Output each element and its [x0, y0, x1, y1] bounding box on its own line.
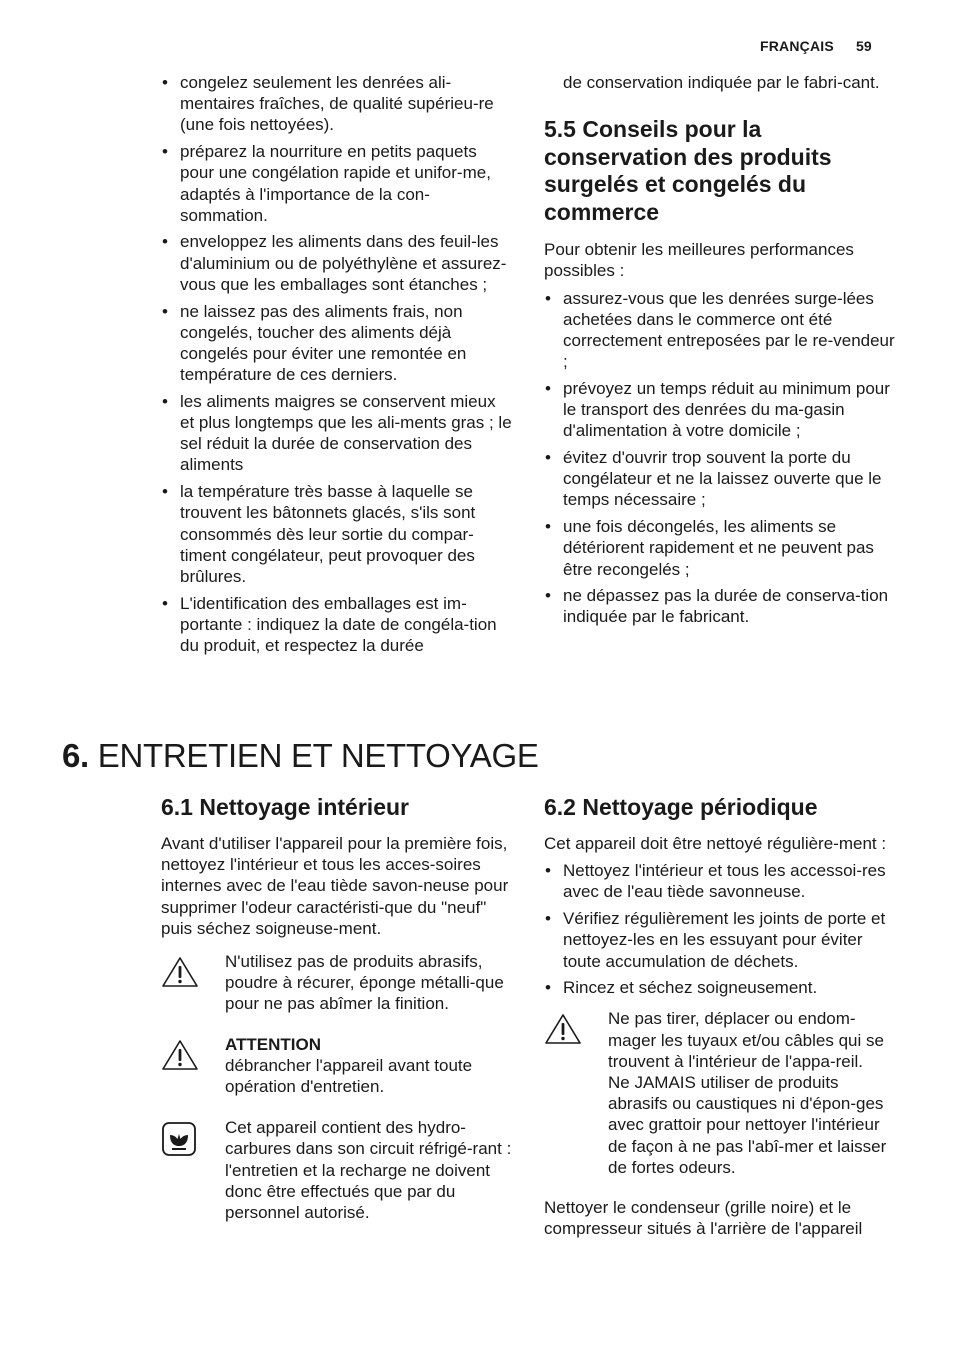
- warning-icon: [544, 1012, 582, 1046]
- warning-icon: [161, 1038, 199, 1072]
- page-number: 59: [855, 38, 872, 54]
- warning-text-2: Ne JAMAIS utiliser de produits abrasifs ou caustiques ni d'épon-ges avec grattoir pour nettoyer l'intérieur de façon à ne pas l'abî-mer et laisser de fortes odeurs.: [608, 1073, 887, 1177]
- section-body: Avant d'utiliser l'appareil pour la première fois, nettoyez l'intérieur et tous les acces-soires internes avec de l'eau tiède savon-neuse pour supprimer l'odeur caractéristi-que du "neuf" puis séchez soigneuse-ment.: [161, 834, 509, 938]
- warning-icon: [161, 955, 199, 989]
- environment-note: [161, 1117, 513, 1223]
- list-item: • L'identification des emballages est im-portante : indiquez la date de congéla-tion du produit, et respectez la durée: [161, 593, 513, 657]
- section-intro: Cet appareil doit être nettoyé régulière-ment :: [544, 834, 887, 853]
- list-item: • ne dépassez pas la durée de conserva-tion indiquée par le fabricant.: [544, 585, 896, 627]
- list-item: • la température très basse à laquelle se trouvent les bâtonnets glacés, s'ils sont consommés dès leur sortie du compar-timent congélateur, peut provoquer des brûlures.: [161, 481, 513, 587]
- right-column: [544, 72, 896, 633]
- chapter-title: ENTRETIEN ET NETTOYAGE: [97, 737, 539, 774]
- left-column: [161, 72, 513, 662]
- attention-text: débrancher l'appareil avant toute opération d'entretien.: [225, 1055, 473, 1097]
- list-item: • assurez-vous que les denrées surge-lées achetées dans le commerce ont été correctement entreposées par le re-vendeur ;: [544, 288, 896, 373]
- section-title: Conseils pour la conservation des produits surgelés et congelés du commerce: [544, 116, 832, 225]
- freezing-tips-list: [161, 72, 513, 656]
- chapter-heading: [62, 736, 539, 776]
- attention-label: ATTENTION: [225, 1034, 322, 1054]
- environment-text: Cet appareil contient des hydro-carbures dans son circuit réfrigé-rant : l'entretien et la recharge ne doivent donc être effectués que par du personnel autorisé.: [225, 1118, 512, 1223]
- environment-icon: [161, 1121, 197, 1157]
- list-item: • préparez la nourriture en petits paquets pour une congélation rapide et unifor-me, adaptés à l'importance de la con-sommation.: [161, 141, 513, 226]
- list-item: • Vérifiez régulièrement les joints de porte et nettoyez-les en les essuyant pour éviter toute accumulation de déchets.: [544, 908, 900, 972]
- warning-text: N'utilisez pas de produits abrasifs, poudre à récurer, éponge métalli-que pour ne pas abîmer la finition.: [225, 952, 504, 1014]
- section-6-2: [544, 793, 900, 1239]
- continuation-text: de conservation indiquée par le fabri-cant.: [563, 73, 880, 92]
- list-item: • ne laissez pas des aliments frais, non congelés, toucher des aliments déjà congelés pour éviter une remontée en température de ces derniers.: [161, 301, 513, 386]
- warning-note: [161, 951, 513, 1015]
- attention-note: [161, 1034, 513, 1098]
- section-title: Nettoyage périodique: [582, 794, 818, 820]
- list-item: • évitez d'ouvrir trop souvent la porte du congélateur et ne la laissez ouverte que le temps nécessaire ;: [544, 447, 896, 511]
- list-item: • les aliments maigres se conservent mieux et plus longtemps que les ali-ments gras ; le sel réduit la durée de conservation des aliments: [161, 391, 513, 476]
- list-item: • congelez seulement les denrées ali-mentaires fraîches, de qualité supérieu-re (une fois nettoyées).: [161, 72, 513, 136]
- section-5-5-heading: [544, 116, 896, 226]
- section-number: 5.5: [544, 116, 576, 143]
- list-item: • enveloppez les aliments dans des feuil-les d'aluminium ou de polyéthylène et assurez-vous que les emballages sont étanches ;: [161, 231, 513, 295]
- warning-note: [544, 1008, 900, 1178]
- list-item: • Nettoyez l'intérieur et tous les accessoi-res avec de l'eau tiède savonneuse.: [544, 860, 900, 902]
- warning-text: Ne pas tirer, déplacer ou endom-mager les tuyaux et/ou câbles qui se trouvent à l'intérieur de l'appa-reil.: [608, 1009, 884, 1071]
- section-number: 6.1: [161, 794, 193, 820]
- chapter-number: 6.: [62, 737, 89, 774]
- header-language: FRANÇAIS: [760, 38, 834, 54]
- page-header: [760, 38, 872, 54]
- cleaning-steps-list: [544, 860, 900, 998]
- section-6-1-heading: [161, 793, 513, 821]
- section-title: Nettoyage intérieur: [199, 794, 409, 820]
- section-6-1: [161, 793, 513, 1223]
- section-intro: Pour obtenir les meilleures performances possibles :: [544, 240, 854, 281]
- section-number: 6.2: [544, 794, 576, 820]
- list-item: • une fois décongelés, les aliments se détériorent rapidement et ne peuvent pas être recongelés ;: [544, 516, 896, 580]
- list-item: • prévoyez un temps réduit au minimum pour le transport des denrées du ma-gasin d'alimentation à votre domicile ;: [544, 378, 896, 442]
- storage-tips-list: [544, 288, 896, 628]
- final-paragraph: Nettoyer le condenseur (grille noire) et le compresseur situés à l'arrière de l'appareil: [544, 1198, 863, 1239]
- list-item: • Rincez et séchez soigneusement.: [544, 977, 900, 998]
- section-6-2-heading: [544, 793, 900, 821]
